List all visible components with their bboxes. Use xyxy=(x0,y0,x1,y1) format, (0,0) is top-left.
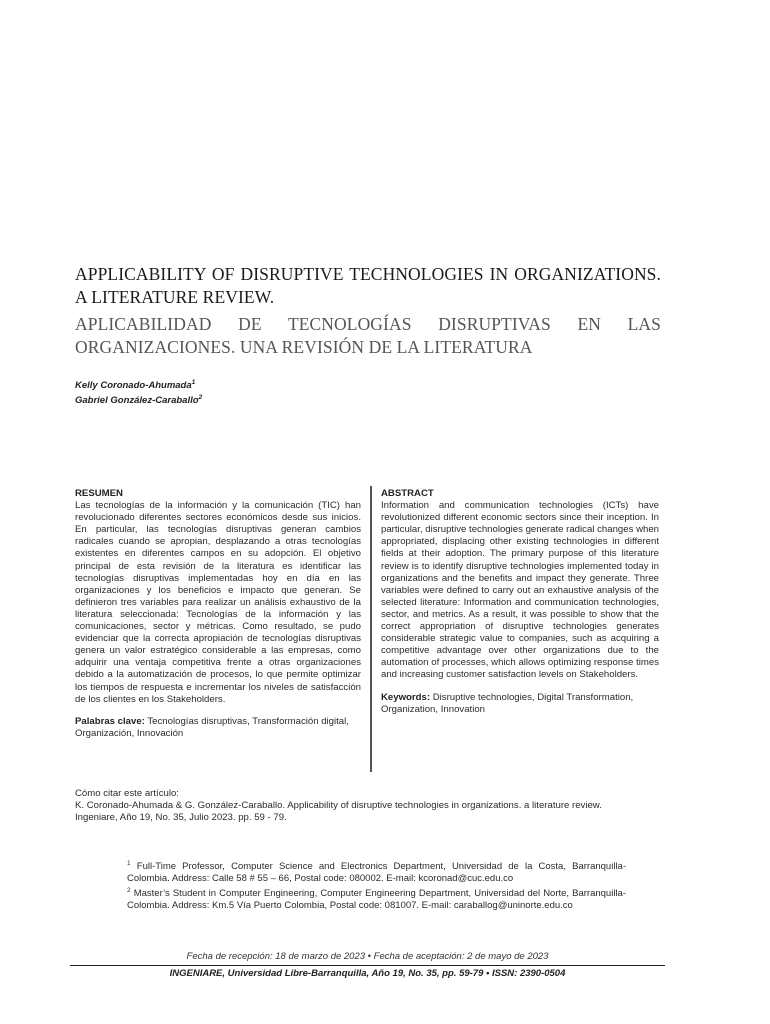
author-2: Gabriel González-Caraballo$^2$ xyxy=(75,394,203,407)
footnote-2: $^2$ Master’s Student in Computer Engineering, Computer Engineering Department, Universidad del Norte, Barranquilla-Colombia. Address: Km.5 Vía Puerto Colombia, Postal code: 081007. E-mail: caraballog@uninorte.edu.co xyxy=(127,887,626,912)
abstract-keywords xyxy=(381,692,659,716)
citation-line-1: K. Coronado-Ahumada & G. González-Caraballo. Applicability of disruptive technologies in organizations. a literature review. xyxy=(75,800,602,812)
abstract-heading: ABSTRACT xyxy=(381,488,434,499)
author-list xyxy=(75,377,202,407)
title-spanish: APLICABILIDAD DE TECNOLOGÍAS DISRUPTIVAS EN LAS ORGANIZACIONES. UNA REVISIÓN DE LA LITERATURA xyxy=(75,314,661,357)
resumen-keywords xyxy=(75,716,361,740)
title-english: APPLICABILITY OF DISRUPTIVE TECHNOLOGIES IN ORGANIZATIONS. A LITERATURE REVIEW. xyxy=(75,264,661,307)
reception-dates: Fecha de recepción: 18 de marzo de 2023 • Fecha de aceptación: 2 de mayo de 2023 xyxy=(186,951,549,962)
footer-rule xyxy=(70,965,665,966)
journal-info: INGENIARE, Universidad Libre-Barranquilla, Año 19, No. 35, pp. 59-79 • ISSN: 2390-0504 xyxy=(169,968,566,979)
resumen-text: Las tecnologías de la información y la comunicación (TIC) han revolucionado diferentes sectores económicos desde sus inicios. En particular, las tecnologías disruptivas generan cambios radicales cuando se apropian, desplazando a otras tecnologías existentes en diferentes campos en su adopción. El objetivo principal de esta revisión de la literatura es identificar las tecnologías disruptivas implementadas hoy en día en las organizaciones y los beneficios e impacto que generan. Se definieron tres variables para realizar un análisis exhaustivo de la literatura seleccionada: Tecnologías de la información y las comunicaciones, sector y métricas. Como resultado, se pudo evidenciar que la correcta apropiación de tecnologías disruptivas genera un valor estratégico considerable a las empresas, como adquirir una ventaja competitiva frente a otras organizaciones debido a la automatización de procesos, lo que permite optimizar los tiempos de respuesta e incrementar los niveles de satisfacción de los clientes en los Stakeholders. xyxy=(75,500,361,705)
citation-line-2: Ingeniare, Año 19, No. 35, Julio 2023. pp. 59 - 79. xyxy=(75,812,287,824)
resumen-keywords-value: Tecnologías disruptivas, Transformación digital, Organización, Innovación xyxy=(75,715,349,739)
citation-block xyxy=(75,788,675,824)
column-divider xyxy=(370,486,372,772)
resumen-column xyxy=(75,488,361,740)
abstract-keywords-value: Disruptive technologies, Digital Transformation, Organization, Innovation xyxy=(381,691,634,715)
citation-label: Cómo citar este artículo: xyxy=(75,788,179,799)
footnotes xyxy=(127,858,626,912)
author-1: Kelly Coronado-Ahumada$^1$ xyxy=(75,379,196,392)
abstract-keywords-label: Keywords: xyxy=(381,691,431,703)
footnote-1: $^1$ Full-Time Professor, Computer Science and Electronics Department, Universidad de la Costa, Barranquilla-Colombia. Address: Calle 58 # 55 – 66, Postal code: 080002. E-mail: kcoronad@cuc.edu.co xyxy=(127,860,626,885)
abstract-text: Information and communication technologies (ICTs) have revolutionized different economic sectors since their inception. In particular, disruptive technologies generate radical changes when appropriated, displacing other existing technologies in different fields at their adoption. The primary purpose of this literature review is to identify disruptive technologies implemented today in organizations and the benefits and impact they generate. Three variables were defined to carry out an exhaustive analysis of the selected literature: Information and communication technologies, sector, and metrics. As a result, it was possible to show that the correct appropriation of disruptive technologies generates considerable strategic value to companies, such as acquiring a competitive advantage over other organizations due to the automation of processes, which allows optimizing response times and increasing customer satisfaction levels on Stakeholders. xyxy=(381,500,659,681)
resumen-keywords-label: Palabras clave: xyxy=(75,715,145,727)
abstract-column xyxy=(381,488,659,716)
resumen-heading: RESUMEN xyxy=(75,488,123,499)
